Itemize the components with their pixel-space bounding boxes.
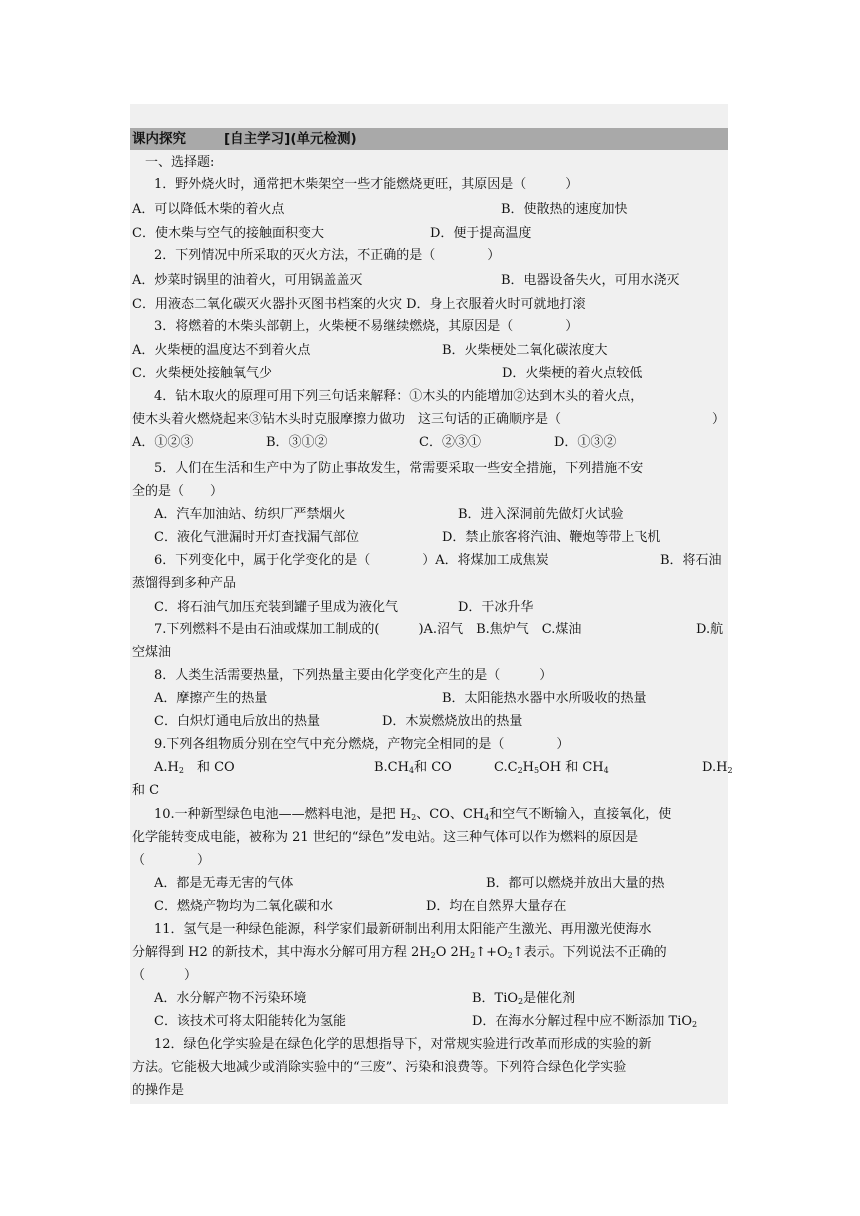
q2-options-cd: C．用液态二氧化碳灭火器扑灭图书档案的火灾 D．身上衣服着火时可就地打滚 (132, 297, 586, 312)
q4-option-d: D．①③② (554, 435, 617, 450)
q3-option-c: C．火柴梗处接触氧气少 (132, 366, 272, 381)
q6-line1: 6．下列变化中，属于化学变化的是（ ）A．将煤加工成焦炭 (154, 553, 549, 568)
q6-option-d: D．干冰升华 (458, 600, 534, 615)
q9-stem: 9.下列各组物质分别在空气中充分燃烧，产物完全相同的是（ ） (154, 737, 570, 752)
q5-line1: 5．人们在生活和生产中为了防止事故发生，常需要采取一些安全措施，下列措施不安 (154, 461, 644, 476)
q1-option-c: C．使木柴与空气的接触面积变大 (132, 226, 324, 241)
q2-option-b: B．电器设备失火，可用水浇灭 (501, 273, 680, 288)
q5-option-d: D．禁止旅客将汽油、鞭炮等带上飞机 (442, 530, 661, 545)
q11-line1: 11．氢气是一种绿色能源，科学家们最新研制出利用太阳能产生激光、再用激光使海水 (154, 922, 652, 937)
q5-option-c: C．液化气泄漏时开灯查找漏气部位 (154, 530, 359, 545)
q10-option-b: B．都可以燃烧并放出大量的热 (486, 876, 665, 891)
q4-option-a: A．①②③ (132, 435, 194, 450)
q1-option-d: D．便于提高温度 (430, 226, 532, 241)
q8-option-d: D．木炭燃烧放出的热量 (382, 714, 523, 729)
q12-line3: 的操作是 (132, 1083, 185, 1098)
q5-option-b: B．进入深洞前先做灯火试验 (458, 507, 624, 522)
q9-option-c: $C.C_2H_5OH$ 和 $CH_4$ (494, 760, 609, 775)
q8-stem: 8．人类生活需要热量，下列热量主要由化学变化产生的是（ ） (154, 668, 553, 683)
q3-option-d: D．火柴梗的着火点较低 (502, 366, 643, 381)
q10-option-d: D．均在自然界大量存在 (426, 899, 567, 914)
document-page (130, 104, 733, 1104)
q4-line2-close: ） (712, 412, 726, 427)
q6-line2: 蒸馏得到多种产品 (132, 576, 237, 591)
q6-option-c: C．将石油气加压充装到罐子里成为液化气 (154, 600, 398, 615)
q11-option-d: D．在海水分解过程中应不断添加 TiO$_2$ (472, 1014, 698, 1029)
q3-option-b: B．火柴梗处二氧化碳浓度大 (442, 343, 608, 358)
q10-option-c: C．燃烧产物均为二氧化碳和水 (154, 899, 333, 914)
q11-line2: 分解得到 H2 的新技术，其中海水分解可用方程 $2H_2O$ $2H_2↑+O_2↑$表示。下列说法不正确的 (132, 945, 667, 960)
q12-line2: 方法。它能极大地减少或消除实验中的“三废”、污染和浪费等。下列符合绿色化学实验 (132, 1060, 627, 1075)
q7-option-d-start: D.航 (696, 622, 724, 637)
q8-option-a: A．摩擦产生的热量 (154, 691, 268, 706)
q5-line2: 全的是（ ） (132, 484, 224, 499)
q3-stem: 3．将燃着的木柴头部朝上，火柴梗不易继续燃烧，其原因是（ ） (154, 319, 579, 334)
q10-option-a: A．都是无毒无害的气体 (154, 876, 294, 891)
q4-line1: 4．钻木取火的原理可用下列三句话来解释：①木头的内能增加②达到木头的着火点， (154, 389, 644, 404)
header-title: 课内探究 (132, 131, 186, 147)
q11-option-a: A．水分解产物不污染环境 (154, 991, 307, 1006)
q10-line1: 10.一种新型绿色电池——燃料电池，是把 $H_2$、CO、$CH_4$和空气不断输入，直接氧化，使 (154, 807, 672, 822)
q5-option-a: A．汽车加油站、纺织厂严禁烟火 (154, 507, 346, 522)
q9-line2: 和 C (132, 783, 160, 798)
q12-line1: 12．绿色化学实验是在绿色化学的思想指导下，对常规实验进行改革而形成的实验的新 (154, 1037, 652, 1052)
q1-option-b: B．使散热的速度加快 (501, 202, 628, 217)
q4-option-c: C．②③① (419, 435, 481, 450)
q4-option-b: B．③①② (266, 435, 328, 450)
q9-option-a: $A.H_2$ 和 CO (154, 760, 235, 775)
q7-line1: 7.下列燃料不是由石油或煤加工制成的( )A.沼气 B.焦炉气 C.煤油 (154, 622, 582, 637)
q6-option-b-start: B．将石油 (660, 553, 722, 568)
q10-line2: 化学能转变成电能，被称为 21 世纪的“绿色”发电站。这三种气体可以作为燃料的原因是 (132, 830, 639, 845)
q2-stem: 2．下列情况中所采取的灭火方法，不正确的是（ ） (154, 248, 501, 263)
q9-option-b: $B.CH_4$和 CO (374, 760, 452, 775)
header-tags: [自主学习](单元检测) (224, 131, 357, 147)
q8-option-c: C．白炽灯通电后放出的热量 (154, 714, 320, 729)
header-bar (130, 128, 728, 150)
q9-option-d-start: $D.H_2$ (702, 760, 733, 775)
q3-option-a: A．火柴梗的温度达不到着火点 (132, 343, 311, 358)
q2-option-a: A．炒菜时锅里的油着火，可用锅盖盖灭 (132, 273, 363, 288)
q11-option-c: C．该技术可将太阳能转化为氢能 (154, 1014, 346, 1029)
q11-option-b: B．TiO$_2$是催化剂 (472, 991, 576, 1006)
q4-line2: 使木头着火燃烧起来③钻木头时克服摩擦力做功 这三句话的正确顺序是（ (132, 412, 562, 427)
q1-stem: 1．野外烧火时，通常把木柴架空一些才能燃烧更旺，其原因是（ ） (154, 177, 579, 192)
section-heading: 一、选择题: (145, 155, 215, 170)
q10-line3: （ ） (132, 853, 211, 868)
q8-option-b: B．太阳能热水器中水所吸收的热量 (442, 691, 647, 706)
q1-option-a: A．可以降低木柴的着火点 (132, 202, 285, 217)
q7-line2: 空煤油 (132, 645, 172, 660)
q11-line3: （ ） (132, 968, 198, 983)
